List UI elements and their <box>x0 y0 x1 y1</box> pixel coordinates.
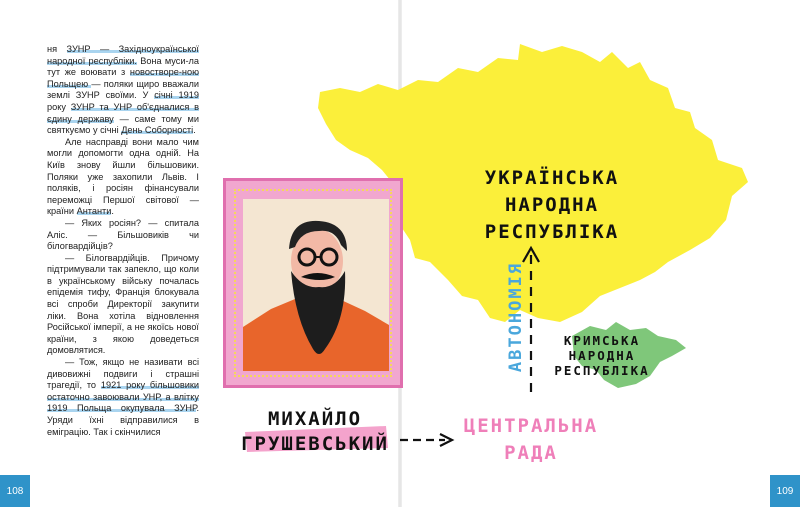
hrushevsky-portrait <box>243 199 389 371</box>
text-run: Вона муси-ла тут же воювати з <box>47 55 199 78</box>
highlighted-term: ЗУНР — Західноукраїнської народної республіки. <box>47 44 199 66</box>
central-rada-label: ЦЕНТРАЛЬНА РАДА <box>463 415 599 464</box>
text-run: Але насправді вони мало чим могли допомогти одна одній. На Київ знову йшли більшовики. Поляки уже захопили Львів. І поляків, і росіян фінансували переможці Першої світової — країни <box>47 136 199 217</box>
text-run: — поляки щиро вважали землі ЗУНР своїми. У <box>47 78 199 101</box>
text-run: — саме тому ми святкуємо у січні <box>47 113 199 136</box>
highlighted-term: ЗУНР та УНР об'єдналися в єдину державу <box>47 101 199 124</box>
text-run: . <box>193 125 196 136</box>
text-run: — Тож, якщо не називати всі дивовижні подвиги і страшні трагедії, то <box>47 357 199 391</box>
text-run: — Білогвардійців. Причому підтримували так запекло, що коли в українському війську почалась епідемія тифу, Франція блокувала всі спроби Директорії закупити ліки. Вона хотіла відновлення Російської імперії, а не якоїсь нової країни, з якою доведеться домовлятися. <box>47 252 199 356</box>
highlighted-term: Антанти <box>76 206 112 217</box>
text-run: ня <box>47 44 67 54</box>
text-run: — Яких росіян? — спитала Аліс. — Більшовиків чи білогвардійців? <box>47 217 199 252</box>
highlighted-term: День Соборності <box>121 125 194 136</box>
text-run: . <box>111 206 114 217</box>
portrait-caption: МИХАЙЛО ГРУШЕВСЬКИЙ <box>241 408 389 455</box>
highlighted-term: січні 1919 <box>154 90 199 101</box>
crimea-map-label: КРИМСЬКА НАРОДНА РЕСПУБЛІКА <box>554 333 650 378</box>
highlighted-term: новостворе-ною Польщею <box>47 67 199 89</box>
highlighted-term: 1921 року більшовики остаточно завоювали УНР, а влітку 1919 Польща окупувала ЗУНР <box>47 380 200 414</box>
unr-map-label: УКРАЇНСЬКА НАРОДНА РЕСПУБЛІКА <box>484 167 620 243</box>
text-run: року <box>47 101 71 112</box>
autonomy-label: АВТОНОМІЯ <box>506 261 526 373</box>
text-run: . Уряди їхні відправилися в еміграцію. Так і скінчилися <box>47 403 199 437</box>
page-number-left: 108 <box>0 475 30 507</box>
portrait-frame <box>223 178 403 388</box>
page-number-right: 109 <box>770 475 800 507</box>
